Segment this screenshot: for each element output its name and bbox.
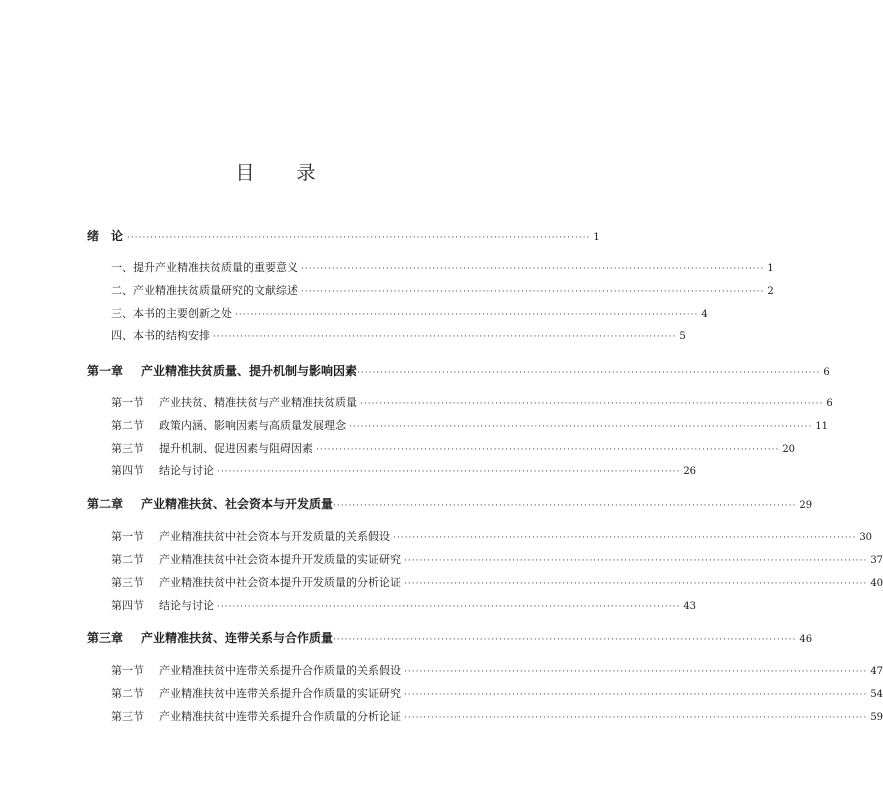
- page-number: 59: [870, 712, 883, 723]
- section-title: 产业精准扶贫中连带关系提升合作质量的关系假设: [159, 664, 401, 677]
- section-number: 第三节: [111, 710, 144, 723]
- chapter-heading: [87, 629, 333, 646]
- page-number: 6: [823, 367, 830, 378]
- page-number: 37: [870, 555, 883, 566]
- dot-leader: ························································································································: [404, 556, 868, 566]
- section-number: 第一节: [111, 664, 144, 677]
- page-number: 1: [593, 232, 600, 243]
- section-title: 产业扶贫、精准扶贫与产业精准扶贫质量: [159, 396, 357, 409]
- dot-leader: ························································································································: [333, 501, 797, 511]
- toc-intro-item: [111, 305, 708, 321]
- dot-leader: ························································································································: [235, 310, 699, 320]
- toc-section-entry: [111, 708, 883, 724]
- chapter-number: 第一章: [87, 364, 124, 378]
- dot-leader: ························································································································: [357, 368, 821, 378]
- section-title: 提升机制、促进因素与阻碍因素: [159, 442, 313, 455]
- section-title: 产业精准扶贫中社会资本提升开发质量的实证研究: [159, 553, 401, 566]
- page-number: 6: [826, 398, 833, 409]
- dot-leader: ························································································································: [213, 332, 677, 342]
- intro-title: 绪 论: [87, 229, 124, 243]
- toc-section-entry: [111, 574, 883, 590]
- toc-intro-item: [111, 282, 774, 298]
- section-title: 产业精准扶贫中连带关系提升合作质量的分析论证: [159, 710, 401, 723]
- dot-leader: ························································································································: [404, 579, 868, 589]
- page-number: 40: [870, 578, 883, 589]
- page-number: 20: [782, 444, 796, 455]
- page-number: 30: [859, 532, 873, 543]
- section-title: 政策内涵、影响因素与高质量发展理念: [159, 419, 346, 432]
- dot-leader: ························································································································: [393, 533, 857, 543]
- section-number: 第四节: [111, 599, 144, 612]
- section-title: 产业精准扶贫中连带关系提升合作质量的实证研究: [159, 687, 401, 700]
- item-label: 一、提升产业精准扶贫质量的重要意义: [111, 261, 298, 274]
- chapter-title: 产业精准扶贫、连带关系与合作质量: [141, 631, 334, 645]
- page-number: 43: [683, 601, 697, 612]
- toc-section-entry: [111, 551, 883, 567]
- dot-leader: ························································································································: [316, 445, 780, 455]
- page-number: 26: [683, 466, 697, 477]
- dot-leader: ························································································································: [301, 264, 765, 274]
- toc-section-entry: [111, 685, 883, 701]
- section-title: 结论与讨论: [159, 464, 214, 477]
- section-number: 第一节: [111, 530, 144, 543]
- section-number: 第二节: [111, 687, 144, 700]
- page-number: 54: [870, 689, 883, 700]
- dot-leader: ························································································································: [404, 667, 868, 677]
- page-number: 29: [799, 500, 813, 511]
- section-number: 第二节: [111, 419, 144, 432]
- toc-intro-item: [111, 327, 686, 343]
- page-number: 2: [767, 286, 774, 297]
- page-number: 47: [870, 666, 883, 677]
- section-number: 第三节: [111, 576, 144, 589]
- page-number: 46: [799, 634, 813, 645]
- dot-leader: ························································································································: [217, 467, 681, 477]
- item-label: 四、本书的结构安排: [111, 329, 210, 342]
- dot-leader: ························································································································: [127, 233, 591, 243]
- dot-leader: ························································································································: [301, 287, 765, 297]
- dot-leader: ························································································································: [404, 713, 868, 723]
- section-number: 第四节: [111, 464, 144, 477]
- toc-chapter-entry: [87, 629, 813, 646]
- chapter-title: 产业精准扶贫、社会资本与开发质量: [141, 497, 334, 511]
- toc-section-entry: [111, 462, 697, 478]
- toc-section-entry: [111, 440, 796, 456]
- dot-leader: ························································································································: [333, 635, 797, 645]
- chapter-number: 第二章: [87, 497, 124, 511]
- toc-section-entry: [111, 597, 697, 613]
- toc-section-entry: [111, 417, 829, 433]
- dot-leader: ························································································································: [217, 602, 681, 612]
- toc-intro-entry: [87, 227, 600, 244]
- section-title: 产业精准扶贫中社会资本提升开发质量的分析论证: [159, 576, 401, 589]
- page-number: 4: [701, 309, 708, 320]
- page-number: 1: [767, 263, 774, 274]
- section-title: 产业精准扶贫中社会资本与开发质量的关系假设: [159, 530, 390, 543]
- dot-leader: ························································································································: [360, 399, 824, 409]
- toc-section-entry: [111, 662, 883, 678]
- chapter-heading: [87, 495, 333, 512]
- section-number: 第二节: [111, 553, 144, 566]
- toc-section-entry: [111, 394, 833, 410]
- toc-intro-item: [111, 259, 774, 275]
- toc-chapter-entry: [87, 362, 830, 379]
- section-number: 第三节: [111, 442, 144, 455]
- dot-leader: ························································································································: [404, 690, 868, 700]
- section-number: 第一节: [111, 396, 144, 409]
- item-label: 三、本书的主要创新之处: [111, 307, 232, 320]
- chapter-number: 第三章: [87, 631, 124, 645]
- section-title: 结论与讨论: [159, 599, 214, 612]
- chapter-heading: [87, 362, 357, 379]
- toc-chapter-entry: [87, 495, 813, 512]
- page-number: 11: [815, 421, 829, 432]
- page-number: 5: [679, 331, 686, 342]
- toc-section-entry: [111, 528, 873, 544]
- chapter-title: 产业精准扶贫质量、提升机制与影响因素: [141, 364, 358, 378]
- dot-leader: ························································································································: [349, 422, 813, 432]
- item-label: 二、产业精准扶贫质量研究的文献综述: [111, 284, 298, 297]
- page-title: 目 录: [235, 162, 334, 184]
